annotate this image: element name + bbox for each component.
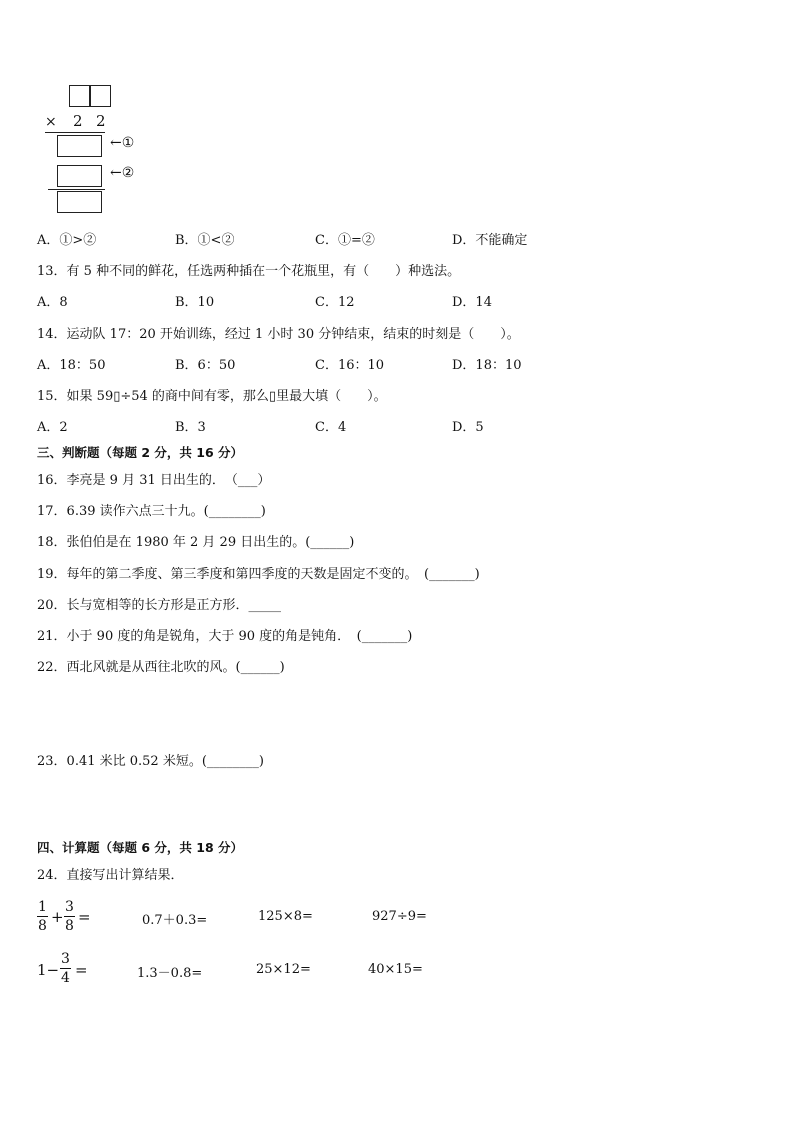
- arrow-label-1: ←①: [110, 135, 135, 151]
- fraction-numerator: 1: [38, 899, 47, 915]
- partial-product-box-2: [57, 165, 102, 187]
- q13-option-b[interactable]: B．10: [175, 295, 215, 310]
- calc-item-25x12: 25×12=: [256, 962, 311, 977]
- q12-option-a[interactable]: A．①>②: [37, 233, 97, 248]
- fraction-denominator: 8: [65, 918, 74, 934]
- fraction-bar: [37, 916, 48, 917]
- section-4-title: 四、计算题（每题 6 分，共 18 分）: [37, 840, 244, 855]
- q13-option-c[interactable]: C．12: [315, 295, 355, 310]
- calc-item-1-3-minus-0-8: 1.3－0.8=: [137, 966, 203, 981]
- top-digit-box-1: [69, 85, 90, 107]
- q24-text: 24．直接写出计算结果．: [37, 868, 184, 883]
- multiplier-digit-tens: 2: [73, 112, 83, 130]
- equals-sign: =: [75, 961, 88, 979]
- judgment-23: 23．0.41 米比 0.52 米短。(________): [37, 754, 264, 769]
- q12-option-d[interactable]: D．不能确定: [452, 233, 528, 248]
- q15-option-d[interactable]: D．5: [452, 420, 484, 435]
- q12-option-b[interactable]: B．①<②: [175, 233, 235, 248]
- fraction-bar: [64, 916, 75, 917]
- fraction-denominator: 8: [38, 918, 47, 934]
- judgment-17: 17．6.39 读作六点三十九。(________): [37, 504, 266, 519]
- judgment-22: 22．西北风就是从西往北吹的风。(______): [37, 660, 285, 675]
- q15-option-b[interactable]: B．3: [175, 420, 206, 435]
- fraction-3-8: [64, 899, 75, 934]
- fraction-1-8: [37, 899, 48, 934]
- q15-text: 15．如果 59▯÷54 的商中间有零，那么▯里最大填（ ）。: [37, 389, 387, 404]
- judgment-16: 16．李亮是 9 月 31 日出生的． （___）: [37, 473, 271, 488]
- top-digit-box-2: [90, 85, 111, 107]
- calc-item-40x15: 40×15=: [368, 962, 423, 977]
- judgment-18: 18．张伯伯是在 1980 年 2 月 29 日出生的。(______): [37, 535, 355, 550]
- fraction-denominator: 4: [61, 970, 70, 986]
- q13-text: 13．有 5 种不同的鲜花，任选两种插在一个花瓶里，有（ ）种选法。: [37, 264, 461, 279]
- section-3-title: 三、判断题（每题 2 分，共 16 分）: [37, 445, 244, 460]
- arrow-label-2: ←②: [110, 165, 135, 181]
- judgment-19: 19．每年的第二季度、第三季度和第四季度的天数是固定不变的。 (_______): [37, 567, 480, 582]
- figure-rule-2: [48, 189, 105, 190]
- product-box: [57, 191, 102, 213]
- q13-option-d[interactable]: D．14: [452, 295, 492, 310]
- judgment-21: 21．小于 90 度的角是锐角，大于 90 度的角是钝角． (_______): [37, 629, 413, 644]
- fraction-numerator: 3: [65, 899, 74, 915]
- judgment-20: 20．长与宽相等的长方形是正方形．_____: [37, 598, 282, 613]
- q15-option-c[interactable]: C．4: [315, 420, 347, 435]
- q15-option-a[interactable]: A．2: [37, 420, 68, 435]
- q13-option-a[interactable]: A．8: [37, 295, 68, 310]
- fraction-numerator: 3: [61, 951, 70, 967]
- times-sign: ×: [45, 114, 57, 130]
- calc-item-0-7-plus-0-3: 0.7＋0.3=: [142, 913, 208, 928]
- one-minus: 1−: [37, 961, 60, 979]
- equals-sign: =: [78, 908, 91, 926]
- q14-text: 14．运动队 17：20 开始训练，经过 1 小时 30 分钟结束，结束的时刻是（ ）。: [37, 327, 520, 342]
- q14-option-b[interactable]: B．6：50: [175, 358, 236, 373]
- q14-option-a[interactable]: A．18：50: [37, 358, 106, 373]
- q12-option-c[interactable]: C．①=②: [315, 233, 375, 248]
- partial-product-box-1: [57, 135, 102, 157]
- q14-option-c[interactable]: C．16：10: [315, 358, 385, 373]
- fraction-bar: [60, 968, 71, 969]
- calc-item-125x8: 125×8=: [258, 909, 313, 924]
- figure-rule-1: [45, 132, 105, 133]
- plus-sign: +: [51, 908, 64, 926]
- multiplier-digit-ones: 2: [96, 112, 106, 130]
- q14-option-d[interactable]: D．18：10: [452, 358, 522, 373]
- fraction-3-4: [60, 951, 71, 986]
- calc-item-927div9: 927÷9=: [372, 909, 427, 924]
